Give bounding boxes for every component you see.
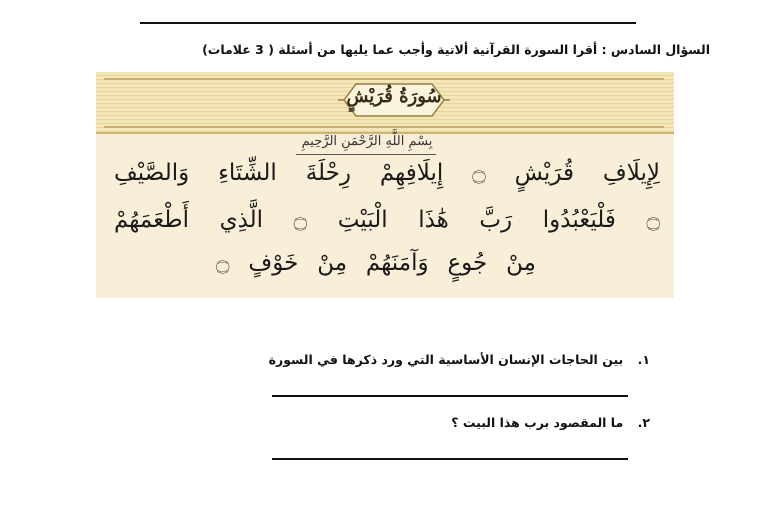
surah-title: سُورَةُ قُرَيْشٍ (346, 86, 442, 107)
surah-image (96, 72, 674, 298)
question-number: ٢. (637, 415, 650, 430)
basmala-underline (296, 154, 436, 155)
question-item-1 (269, 352, 650, 367)
question-heading: السؤال السادس : أقرا السورة القرآنية ألاتية وأجب عما يليها من أسئلة ( 3 علامات) (202, 42, 710, 57)
surah-header-band (96, 72, 674, 134)
top-divider (140, 22, 636, 24)
verse-line-2: ۝ فَلْيَعْبُدُوا رَبَّ هَٰذَا الْبَيْتِ ۝ الَّذِي أَطْعَمَهُمْ (114, 207, 660, 233)
verse-line-1: لِإِيلَافِ قُرَيْشٍ ۝ إِيلَافِهِمْ رِحْلَةَ الشِّتَاءِ وَالصَّيْفِ (114, 160, 660, 186)
question-text: ما المقصود برب هذا البيت ؟ (451, 415, 624, 430)
answer-line-2[interactable] (272, 458, 628, 460)
basmala: بِسْمِ اللَّهِ الرَّحْمَنِ الرَّحِيمِ (301, 134, 433, 149)
question-text: بين الحاجات الإنسان الأساسية التي ورد ذكرها في السورة (268, 352, 624, 367)
question-item-2 (451, 415, 650, 430)
question-number: ١. (637, 352, 650, 367)
answer-line-1[interactable] (272, 395, 628, 397)
verse-line-3: مِنْ جُوعٍ وَآمَنَهُمْ مِنْ خَوْفٍ ۝ (216, 250, 536, 276)
